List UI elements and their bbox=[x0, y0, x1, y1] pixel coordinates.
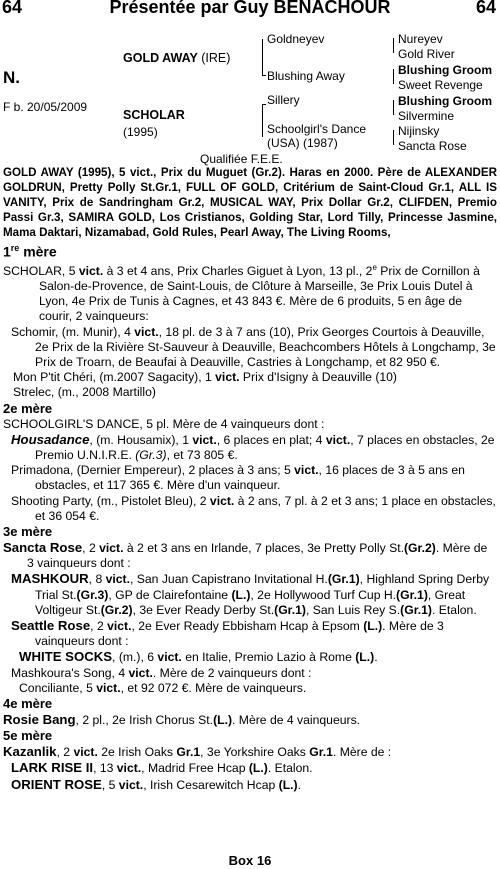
first-dam-paragraph: SCHOLAR, 5 vict. à 3 et 4 ans, Prix Charles Giguet à Lyon, 13 pl., 2e Prix de Cornillon à Salon-de-Provence, de Saint-Louis, de Clôture à Marseille, 3e Prix Louis Dutel à Lyon, 4e Prix de Tunis à Cagnes, et 43 843 €. Mère de 6 produits, 5 en âge de courir, 2 vainqueurs: bbox=[3, 262, 480, 324]
sire-paragraph: GOLD AWAY (1995), 5 vict., Prix du Muguet (Gr.2). Haras en 2000. Père de ALEXANDER GOLDRUN, Pretty Polly St.Gr.1, FULL OF GOLD, Critérium de Saint-Cloud Gr.1, ALL IS VANITY, Prix de Sandringham Gr.2, MUSICAL WAY, Prix Dollar Gr.2, CLIFDEN, Premio Passi Gr.3, SAMIRA GOLD, Los Cristianos, Golding Star, Lord Tilly, Princesse Jasmine, Mama Daktari, Nizamabad, Gold Rules, Pearl Away, The Living Rooms, bbox=[3, 166, 497, 239]
page-number-right: 64 bbox=[475, 0, 496, 17]
qualification: Qualifiée F.E.E. bbox=[200, 152, 283, 166]
sire-name: GOLD AWAY (IRE) bbox=[123, 51, 231, 65]
fifth-dam-heading: 5e mère bbox=[3, 728, 53, 744]
box-number: Box 16 bbox=[228, 853, 272, 868]
pedigree-sdd: Sweet Revenge bbox=[398, 78, 483, 92]
pedigree-dss: Blushing Groom bbox=[398, 94, 492, 108]
pedigree-sire-sire: Goldneyev bbox=[267, 32, 325, 46]
third-dam-paragraph: Sancta Rose, 2 vict. à 2 et 3 ans en Irlande, 7 places, 3e Pretty Polly St.(Gr.2). Mère de 3 vainqueurs dont : bbox=[3, 539, 488, 571]
pedigree-sire-dam: Blushing Away bbox=[267, 69, 345, 83]
catalogue-text bbox=[3, 165, 497, 793]
dam-year: (1995) bbox=[123, 125, 158, 139]
pedigree-dds: Nijinsky bbox=[398, 124, 440, 138]
first-dam-heading: 1re mère bbox=[3, 243, 57, 260]
page-number-left: 64 bbox=[2, 0, 23, 17]
list-item: Housadance, (m. Housamix), 1 vict., 6 places en plat; 4 vict., 7 places en obstacles, 2e Premio U.N.I.R.E. (Gr.3), et 73 805 €. Primadona, (Dernier Empereur), 2 places à 3 ans; 5 vict., 16 places de 3 à 5 ans en obstacles, et 117 365 €. Mère d'un vainqueur. Shooting Party, (m., Pistolet Bleu), 2 vict. à 2 ans, 7 pl. à 2 et 3 ans; 1 place en obstacles, et 36 054 €. bbox=[11, 431, 496, 523]
fourth-dam-paragraph: Rosie Bang, 2 pl., 2e Irish Chorus St.(L.). Mère de 4 vainqueurs. bbox=[3, 712, 361, 727]
list-item: LARK RISE II, 13 vict., Madrid Free Hcap (L.). Etalon. ORIENT ROSE, 5 vict., Irish Cesarewitch Hcap (L.). bbox=[11, 760, 313, 792]
list-item: MASHKOUR, 8 vict., San Juan Capistrano Invitational H.(Gr.1), Highland Spring Derby Trial St.(Gr.3), GP de Clairefontaine (L.), 2e Hollywood Turf Cup H.(Gr.1), Great Voltigeur St.(Gr.2), 3e Ever Ready Derby St.(Gr.1), San Luis Rey S.(Gr.1). Etalon. Seattle Rose, 2 vict., 2e Ever Ready Ebbisham Hcap à Epsom (L.). Mère de 3 vainqueurs dont : WHITE SOCKS, (m.), 6 vict. en Italie, Premio Lazio à Rome (L.). Mashkoura's Song, 4 vict.. Mère de 2 vainqueurs dont : Conciliante, 5 vict., et 92 072 €. Mère de vainqueurs. bbox=[11, 571, 490, 695]
horse-name: N. bbox=[3, 68, 20, 87]
horse-info: F b. 20/05/2009 bbox=[3, 100, 88, 114]
list-item: Schomir, (m. Munir), 4 vict., 18 pl. de 3 à 7 ans (10), Prix Georges Courtois à Deauville, 2e Prix de la Rivière St-Sauveur à Deauville, Beachcombers Hôtels à Longchamp, 3e Prix de Troarn, de Beaufai à Deauville, Castries à Longchamp, et 82 950 €. Mon P'tit Chéri, (m.2007 Sagacity), 1 vict. Prix d'Isigny à Deauville (10) Strelec, (m., 2008 Martillo) bbox=[11, 324, 496, 400]
pedigree-dam-dam: Schoolgirl's Dance (USA) (1987) bbox=[267, 122, 367, 150]
pedigree-sss: Nureyev bbox=[398, 32, 443, 46]
third-dam-heading: 3e mère bbox=[3, 523, 53, 539]
pedigree-dam-sire: Sillery bbox=[267, 93, 300, 107]
pedigree-sds: Blushing Groom bbox=[398, 63, 492, 77]
fourth-dam-heading: 4e mère bbox=[3, 696, 53, 711]
fifth-dam-paragraph: Kazanlik, 2 vict. 2e Irish Oaks Gr.1, 3e Yorkshire Oaks Gr.1. Mère de : bbox=[3, 744, 392, 760]
dam-name: SCHOLAR bbox=[123, 108, 185, 122]
pedigree-dsd: Silvermine bbox=[398, 109, 455, 123]
second-dam-intro: SCHOOLGIRL'S DANCE, 5 pl. Mère de 4 vainqueurs dont : bbox=[3, 416, 325, 431]
pedigree-ddd: Sancta Rose bbox=[398, 139, 467, 153]
second-dam-heading: 2e mère bbox=[3, 400, 53, 416]
page-title: Présentée par Guy BENACHOUR bbox=[109, 0, 391, 17]
pedigree-ssd: Gold River bbox=[398, 47, 455, 61]
